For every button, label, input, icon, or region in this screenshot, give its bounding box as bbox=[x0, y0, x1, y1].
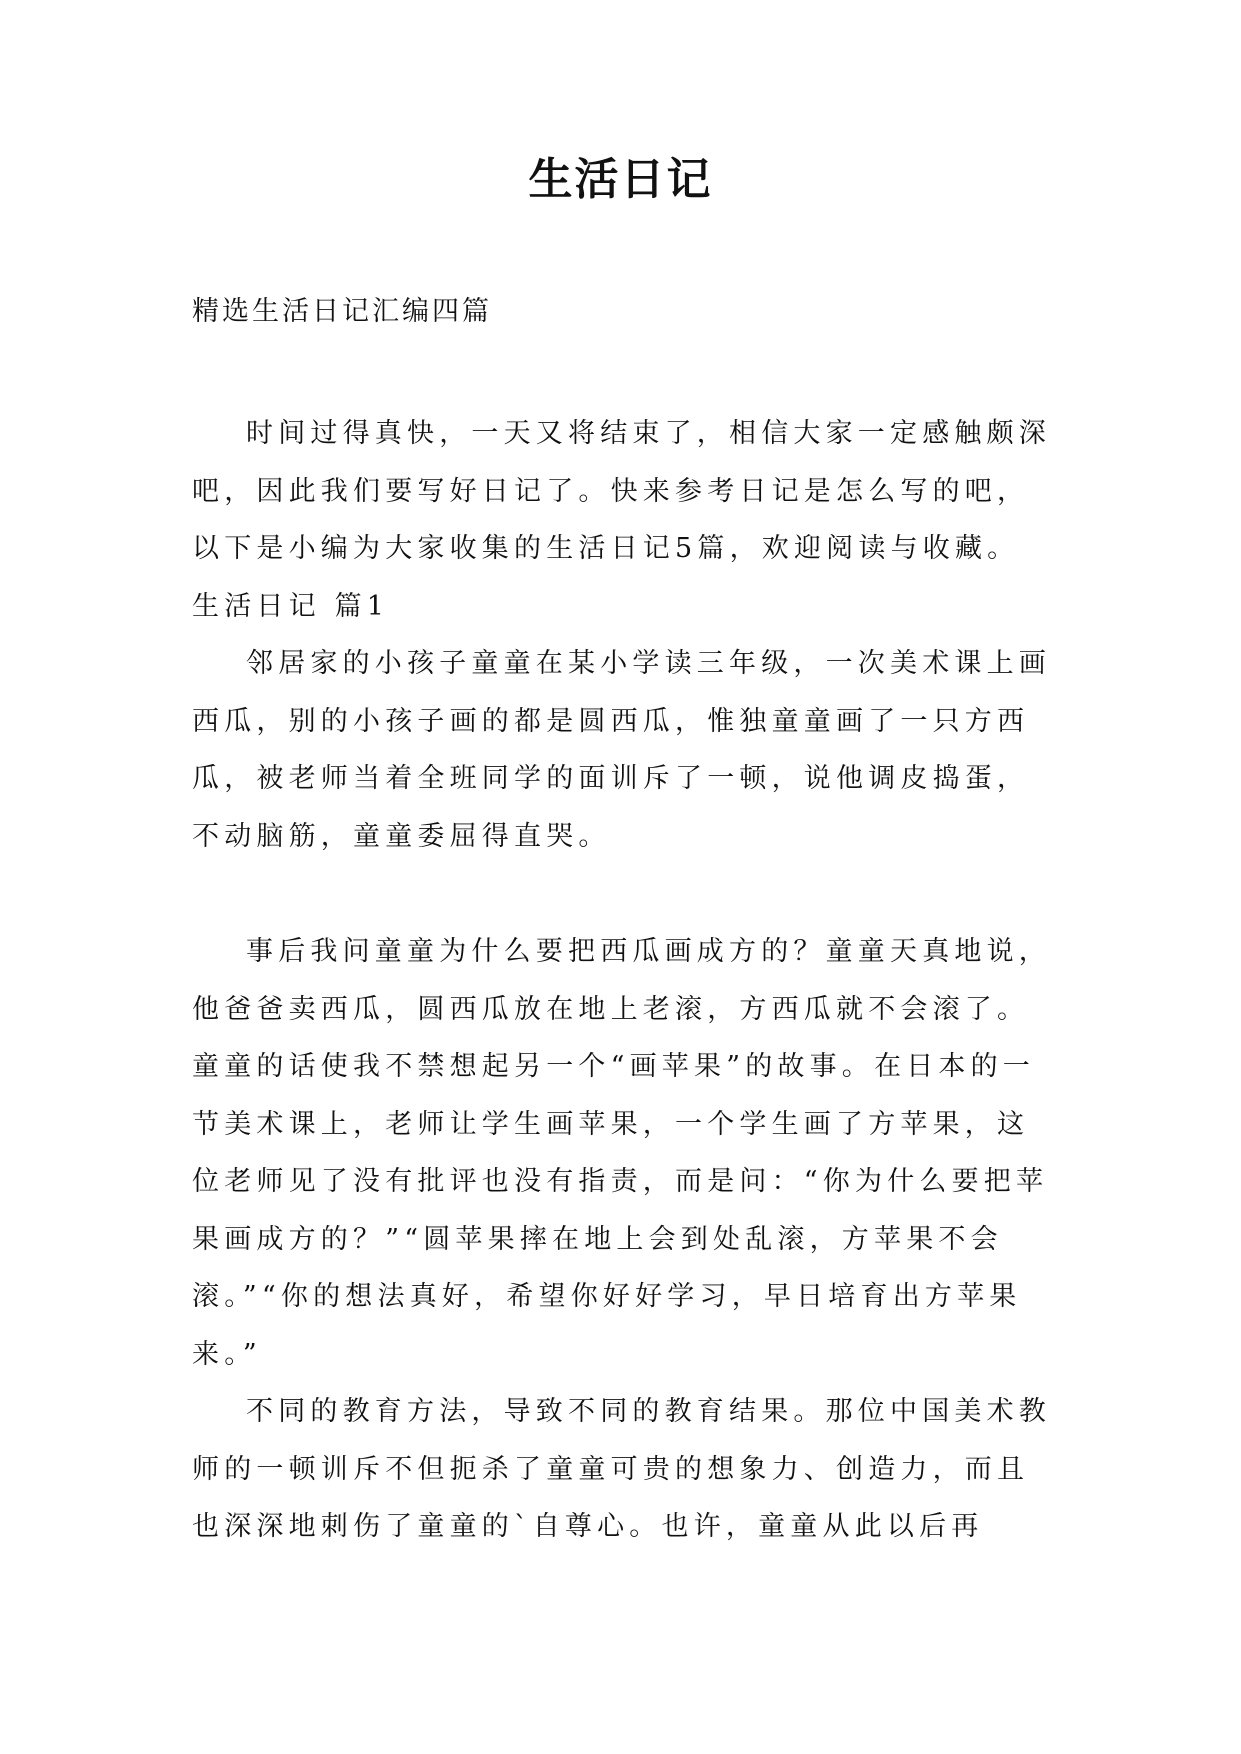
body-paragraph-1: 邻居家的小孩子童童在某小学读三年级，一次美术课上画西瓜，别的小孩子画的都是圆西瓜，惟独童童画了一只方西瓜，被老师当着全班同学的面训斥了一顿，说他调皮捣蛋，不动脑筋，童童委屈得直哭。 bbox=[192, 648, 1051, 852]
body-section-1 bbox=[192, 405, 1052, 865]
document-subtitle: 精选生活日记汇编四篇 bbox=[192, 296, 492, 327]
section-heading: 生活日记 篇1 bbox=[192, 590, 390, 622]
body-paragraph-3: 不同的教育方法，导致不同的教育结果。那位中国美术教师的一顿训斥不但扼杀了童童可贵的想象力、创造力，而且也深深地刺伤了童童的`自尊心。也许，童童从此以后再 bbox=[192, 1396, 1051, 1542]
body-paragraph-2: 事后我问童童为什么要把西瓜画成方的？童童天真地说，他爸爸卖西瓜，圆西瓜放在地上老滚，方西瓜就不会滚了。童童的话使我不禁想起另一个“画苹果”的故事。在日本的一节美术课上，老师让学生画苹果，一个学生画了方苹果，这位老师见了没有批评也没有指责，而是问：“你为什么要把苹果画成方的？”“圆苹果摔在地上会到处乱滚，方苹果不会滚。”“你的想法真好，希望你好好学习，早日培育出方苹果来。” bbox=[192, 936, 1051, 1370]
intro-paragraph: 时间过得真快，一天又将结束了，相信大家一定感触颇深吧，因此我们要写好日记了。快来参考日记是怎么写的吧，以下是小编为大家收集的生活日记5篇，欢迎阅读与收藏。 bbox=[192, 418, 1051, 564]
body-section-2 bbox=[192, 923, 1052, 1556]
document-title: 生活日记 bbox=[528, 154, 713, 205]
